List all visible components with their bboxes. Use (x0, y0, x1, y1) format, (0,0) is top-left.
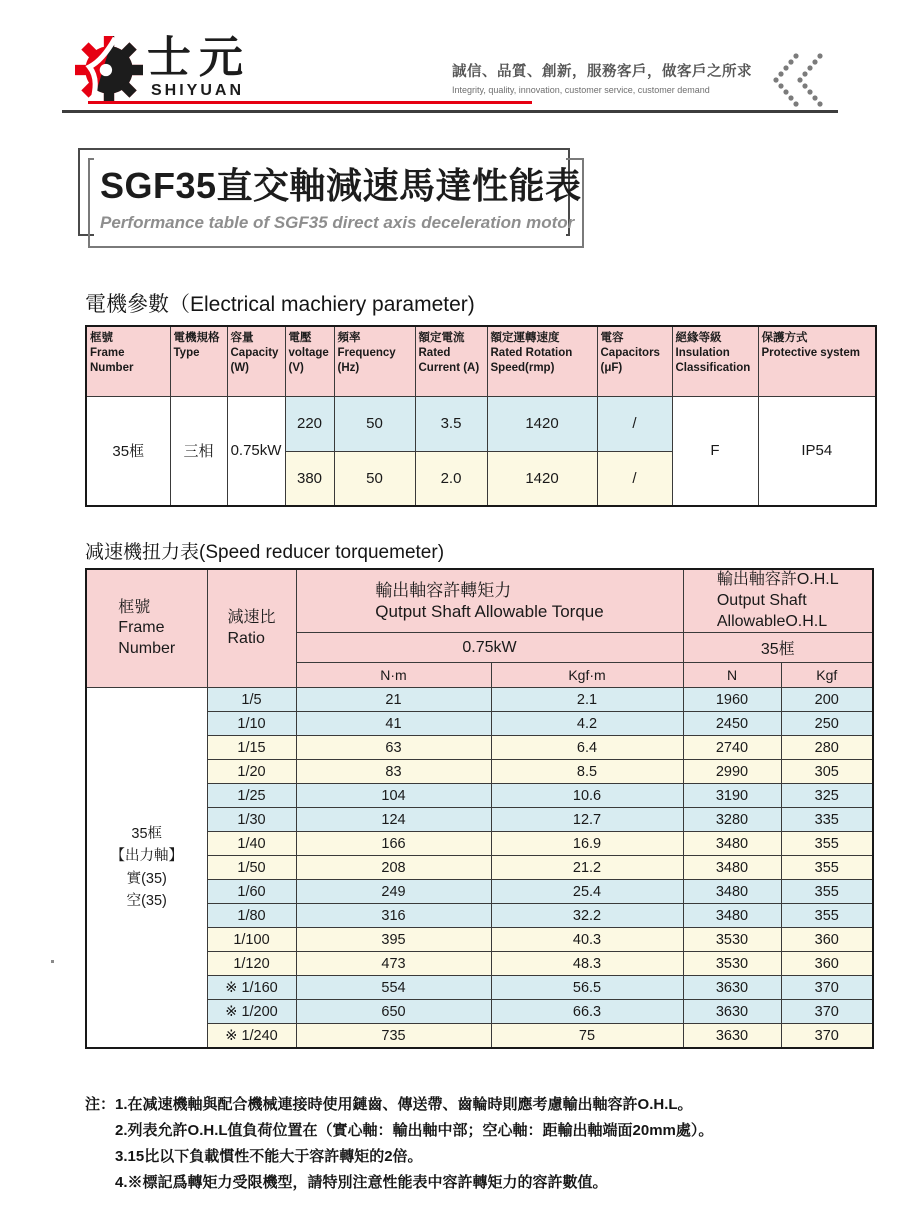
nm-value: 473 (296, 952, 491, 976)
kgfm-value: 32.2 (491, 904, 683, 928)
current-380: 2.0 (415, 451, 487, 506)
kgf-value: 370 (781, 1024, 873, 1048)
torque-col-ratio: 減速比 Ratio (207, 569, 296, 688)
footnotes (85, 1092, 825, 1196)
n-value: 3480 (683, 832, 781, 856)
red-divider-line (88, 101, 532, 104)
kgf-value: 360 (781, 952, 873, 976)
ratio-value: 1/50 (207, 856, 296, 880)
dark-divider-line (62, 110, 838, 113)
nm-value: 735 (296, 1024, 491, 1048)
voltage-380: 380 (285, 451, 334, 506)
ratio-value: 1/40 (207, 832, 296, 856)
unit-n: N (683, 663, 781, 688)
n-value: 3630 (683, 1000, 781, 1024)
n-value: 3530 (683, 952, 781, 976)
nm-value: 395 (296, 928, 491, 952)
company-logo (75, 33, 251, 104)
print-speck (51, 960, 54, 963)
n-value: 2990 (683, 760, 781, 784)
type-value: 三相 (170, 396, 227, 506)
kgfm-value: 75 (491, 1024, 683, 1048)
speed-380: 1420 (487, 451, 597, 506)
nm-value: 41 (296, 712, 491, 736)
ratio-value: ※ 1/200 (207, 1000, 296, 1024)
kgfm-value: 25.4 (491, 880, 683, 904)
motor-parameter-table (85, 325, 877, 507)
chevron-dots-icon (766, 48, 830, 112)
n-value: 3530 (683, 928, 781, 952)
n-value: 3480 (683, 904, 781, 928)
motor-section-heading: 電機參數（Electrical machiery parameter) (85, 293, 475, 316)
nm-value: 208 (296, 856, 491, 880)
n-value: 1960 (683, 688, 781, 712)
kgfm-value: 4.2 (491, 712, 683, 736)
col-header-speed: 額定運轉速度 Rated Rotation Speed(rmp) (487, 326, 597, 396)
nm-value: 650 (296, 1000, 491, 1024)
kgf-value: 355 (781, 856, 873, 880)
kgfm-value: 2.1 (491, 688, 683, 712)
ratio-value: 1/25 (207, 784, 296, 808)
kgfm-value: 16.9 (491, 832, 683, 856)
nm-value: 124 (296, 808, 491, 832)
kgfm-value: 48.3 (491, 952, 683, 976)
kgfm-value: 10.6 (491, 784, 683, 808)
torque-section-heading: 减速機扭力表(Speed reducer torquemeter) (85, 542, 445, 563)
kgf-value: 360 (781, 928, 873, 952)
nm-value: 83 (296, 760, 491, 784)
torque-group-header: 輸出軸容許轉矩力 Qutput Shaft Allowable Torque (296, 569, 683, 633)
nm-value: 104 (296, 784, 491, 808)
n-value: 3630 (683, 976, 781, 1000)
nm-value: 316 (296, 904, 491, 928)
output-shaft-frame-cell: 35框 【出力軸】 實(35) 空(35) (86, 688, 207, 1048)
kgf-value: 305 (781, 760, 873, 784)
nm-value: 554 (296, 976, 491, 1000)
notes-prefix: 注： (85, 1096, 116, 1113)
logo-name-en: SHIYUAN (151, 82, 245, 99)
ratio-value: 1/5 (207, 688, 296, 712)
note-item-1: 1.在减速機軸與配合機械連接時使用鏈齒、傳送帶、齒輪時則應考慮輸出軸容許O.H.L。 (115, 1096, 693, 1113)
n-value: 3480 (683, 856, 781, 880)
frequency-380: 50 (334, 451, 415, 506)
ratio-value: ※ 1/160 (207, 976, 296, 1000)
ohl-group-header: 輸出軸容許O.H.L Output Shaft AllowableO.H.L (683, 569, 873, 633)
ratio-value: 1/20 (207, 760, 296, 784)
torque-col-frame: 框號 Frame Number (86, 569, 207, 688)
logo-name-cn: 士元 (147, 33, 251, 82)
page-subtitle: Performance table of SGF35 direct axis deceleration motor (100, 213, 575, 232)
col-header-type: 電機規格 Type (170, 326, 227, 396)
kgf-value: 370 (781, 976, 873, 1000)
n-value: 3190 (683, 784, 781, 808)
frame-value: 35框 (86, 396, 170, 506)
kgfm-value: 6.4 (491, 736, 683, 760)
unit-nm: N·m (296, 663, 491, 688)
note-item-4: 4.※標記爲轉矩力受限機型，請特別注意性能表中容許轉矩力的容許數值。 (115, 1174, 608, 1191)
n-value: 3630 (683, 1024, 781, 1048)
protection-value: IP54 (758, 396, 876, 506)
ratio-value: 1/10 (207, 712, 296, 736)
insulation-value: F (672, 396, 758, 506)
kgf-value: 370 (781, 1000, 873, 1024)
note-item-2: 2.列表允許O.H.L值負荷位置在（實心軸：輸出軸中部；空心軸：距輸出軸端面20mm處）。 (115, 1122, 714, 1139)
page-title: SGF35直交軸減速馬達性能表 (100, 165, 582, 206)
frequency-220: 50 (334, 396, 415, 451)
capacitor-380: / (597, 451, 672, 506)
col-header-capacitors: 電容 Capacitors (μF) (597, 326, 672, 396)
capacity-value: 0.75kW (227, 396, 285, 506)
ratio-value: 1/80 (207, 904, 296, 928)
col-header-voltage: 電壓 voltage (V) (285, 326, 334, 396)
nm-value: 166 (296, 832, 491, 856)
ohl-frame-header: 35框 (683, 633, 873, 663)
slogan-chinese: 誠信、品質、創新，服務客戶，做客戶之所求 (452, 64, 752, 80)
kgf-value: 325 (781, 784, 873, 808)
ratio-value: 1/15 (207, 736, 296, 760)
col-header-current: 額定電流 Rated Current (A) (415, 326, 487, 396)
nm-value: 21 (296, 688, 491, 712)
current-220: 3.5 (415, 396, 487, 451)
ratio-value: 1/100 (207, 928, 296, 952)
kgfm-value: 66.3 (491, 1000, 683, 1024)
kgf-value: 200 (781, 688, 873, 712)
torque-table (85, 568, 874, 1049)
col-header-protection: 保護方式 Protective system (758, 326, 876, 396)
nm-value: 63 (296, 736, 491, 760)
unit-kgfm: Kgf·m (491, 663, 683, 688)
ratio-value: 1/30 (207, 808, 296, 832)
kgf-value: 355 (781, 880, 873, 904)
note-item-3: 3.15比以下負載慣性不能大于容許轉矩的2倍。 (115, 1148, 423, 1165)
ratio-value: 1/60 (207, 880, 296, 904)
title-block (78, 146, 590, 252)
torque-power-header: 0.75kW (296, 633, 683, 663)
kgf-value: 280 (781, 736, 873, 760)
unit-kgf: Kgf (781, 663, 873, 688)
n-value: 3480 (683, 880, 781, 904)
kgfm-value: 21.2 (491, 856, 683, 880)
kgf-value: 335 (781, 808, 873, 832)
kgf-value: 355 (781, 904, 873, 928)
kgfm-value: 56.5 (491, 976, 683, 1000)
company-slogan (452, 60, 752, 95)
slogan-english: Integrity, quality, innovation, customer service, customer demand (452, 85, 710, 95)
ratio-value: ※ 1/240 (207, 1024, 296, 1048)
nm-value: 249 (296, 880, 491, 904)
col-header-capacity: 容量 Capacity (W) (227, 326, 285, 396)
col-header-frame: 框號 Frame Number (86, 326, 170, 396)
col-header-insulation: 絕緣等級 Insulation Classification (672, 326, 758, 396)
col-header-frequency: 頻率 Frequency (Hz) (334, 326, 415, 396)
kgf-value: 250 (781, 712, 873, 736)
kgfm-value: 12.7 (491, 808, 683, 832)
n-value: 3280 (683, 808, 781, 832)
gear-logo-icon (75, 36, 143, 104)
speed-220: 1420 (487, 396, 597, 451)
n-value: 2740 (683, 736, 781, 760)
voltage-220: 220 (285, 396, 334, 451)
kgfm-value: 40.3 (491, 928, 683, 952)
n-value: 2450 (683, 712, 781, 736)
kgfm-value: 8.5 (491, 760, 683, 784)
kgf-value: 355 (781, 832, 873, 856)
ratio-value: 1/120 (207, 952, 296, 976)
capacitor-220: / (597, 396, 672, 451)
